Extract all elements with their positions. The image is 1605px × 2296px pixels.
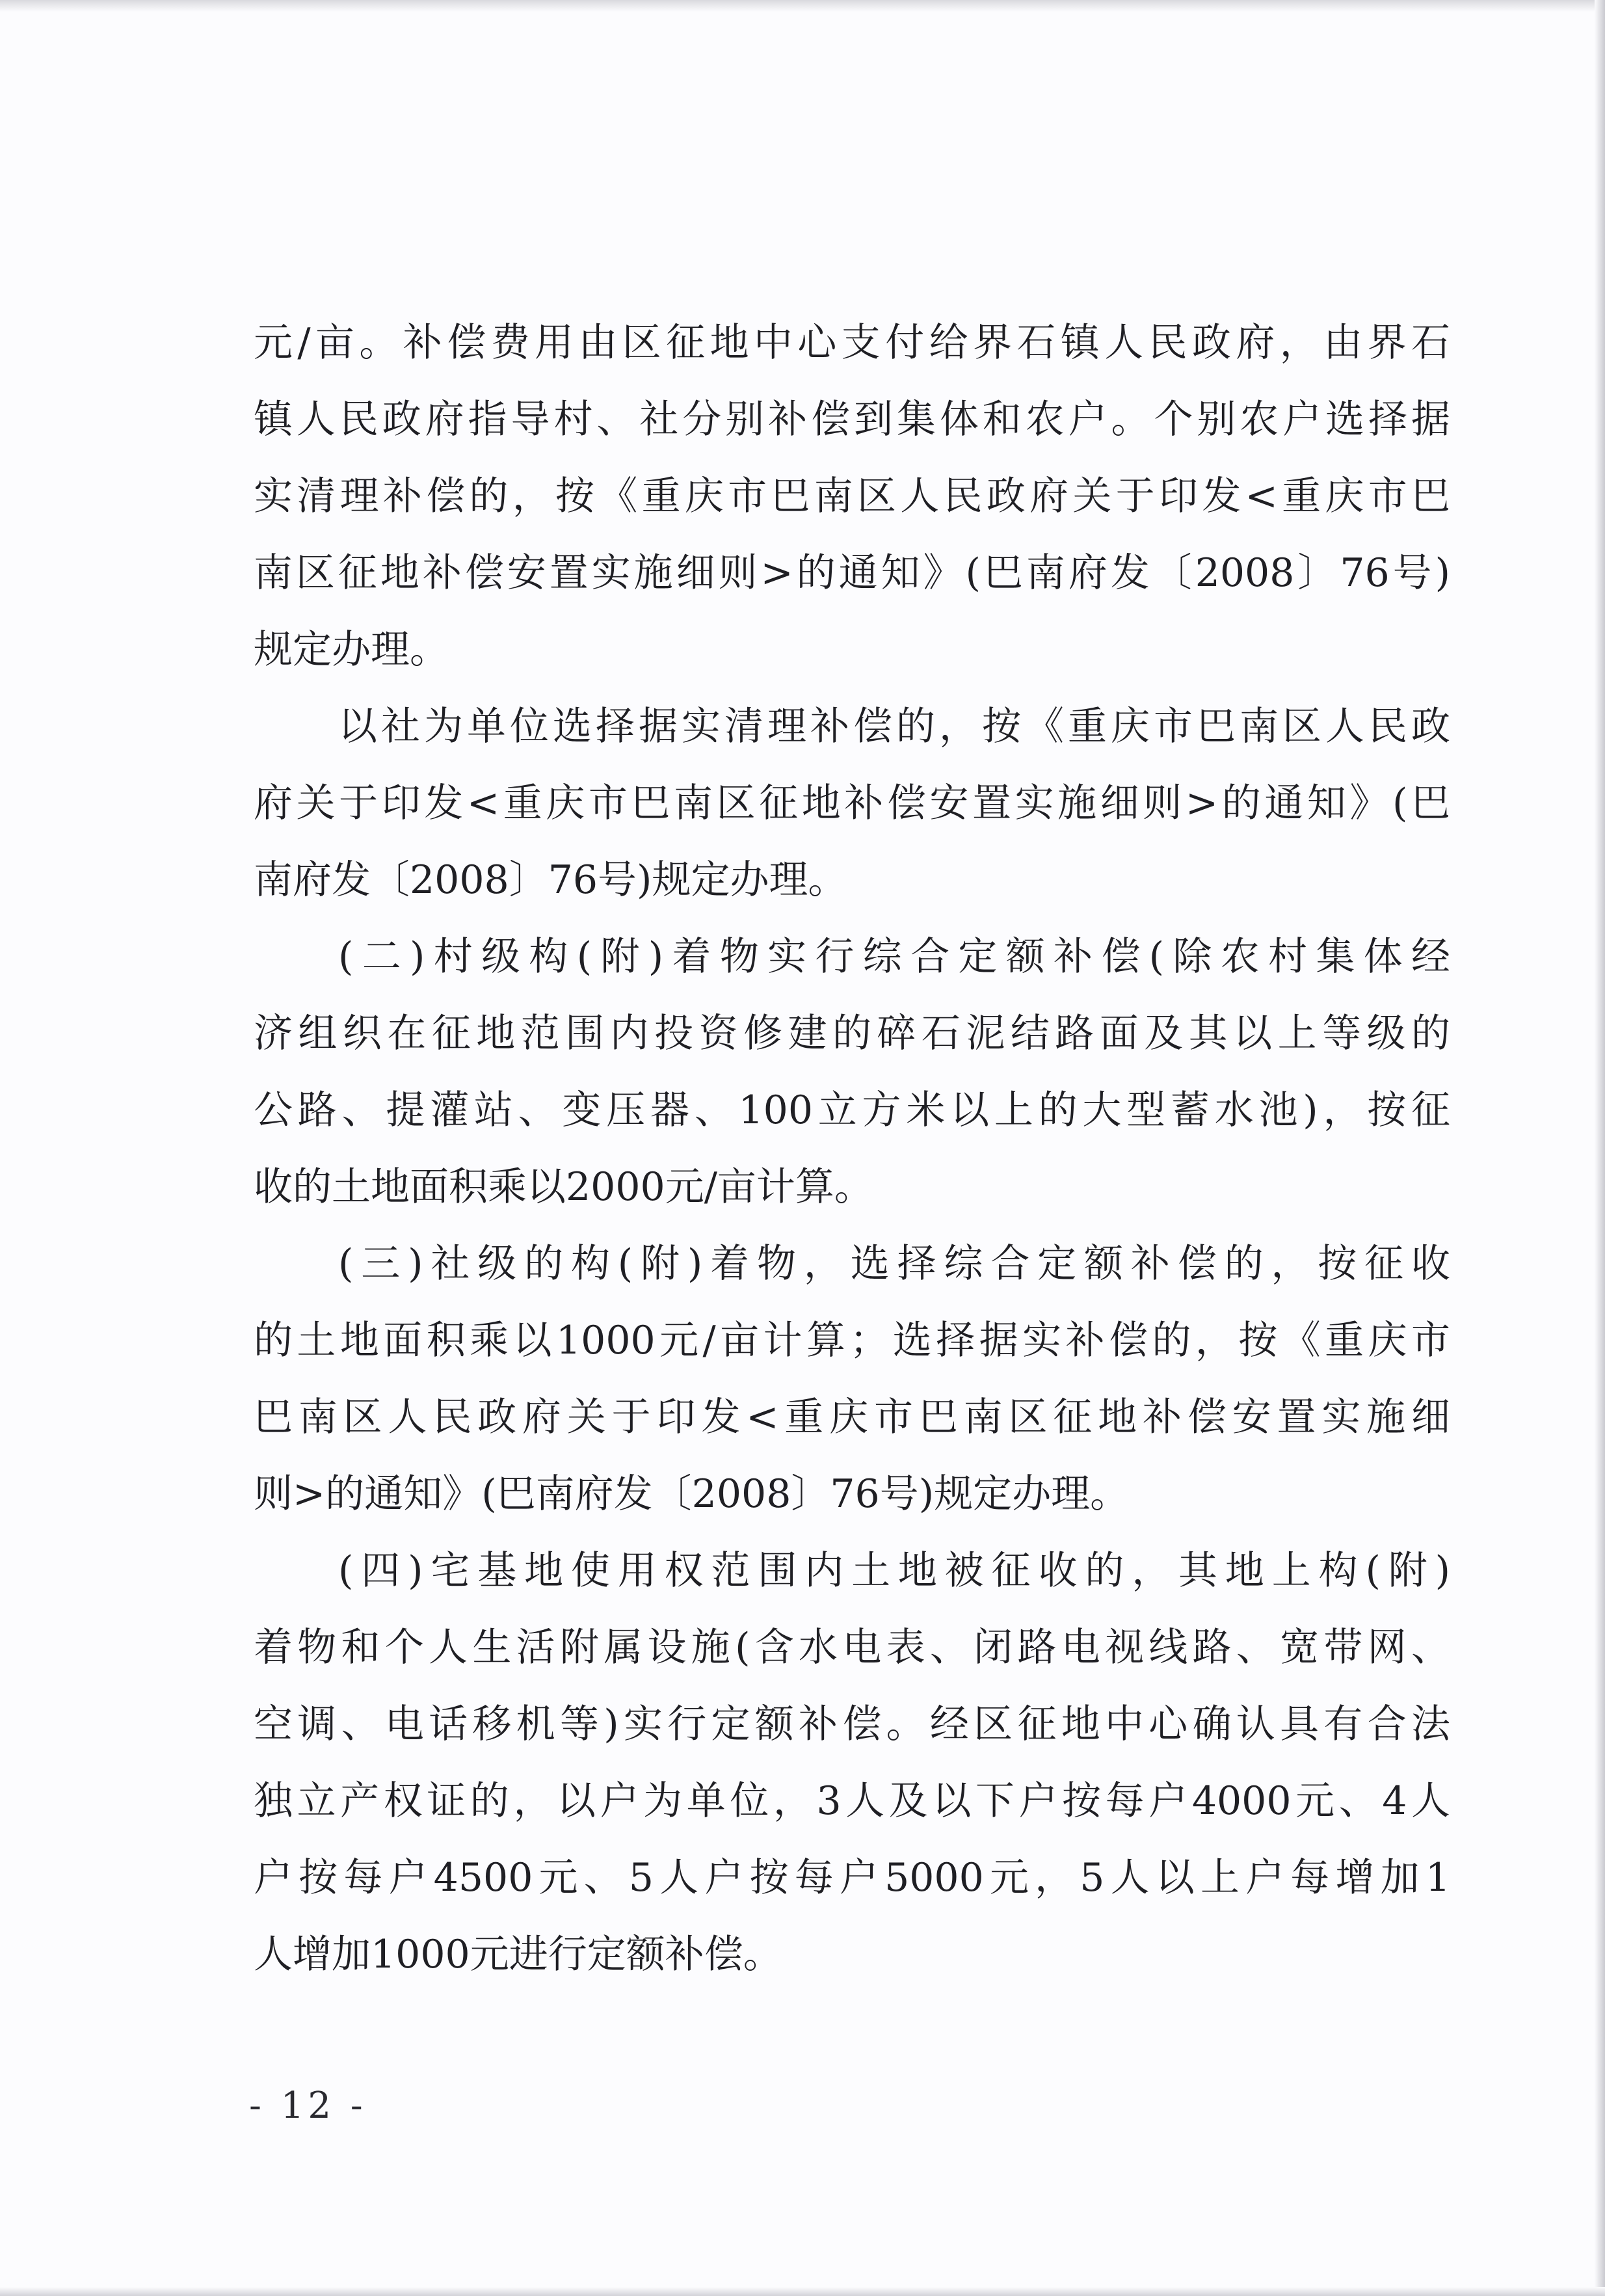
text-line: 的土地面积乘以1000元/亩计算；选择据实补偿的，按《重庆市 [254, 1318, 1450, 1363]
text-line: 南区征地补偿安置实施细则>的通知》(巴南府发〔2008〕76号) [254, 550, 1450, 596]
text-line: 收的土地面积乘以2000元/亩计算。 [254, 1164, 873, 1210]
text-line: 元/亩。补偿费用由区征地中心支付给界石镇人民政府，由界石 [254, 320, 1450, 366]
scan-edge-top [0, 0, 1605, 12]
text-line: 着物和个人生活附属设施(含水电表、闭路电视线路、宽带网、 [254, 1625, 1450, 1670]
text-line: (三)社级的构(附)着物，选择综合定额补偿的，按征收 [338, 1241, 1450, 1287]
text-line: (四)宅基地使用权范围内土地被征收的，其地上构(附) [338, 1548, 1450, 1594]
page-number: - 12 - [249, 2085, 367, 2127]
text-line: 独立产权证的，以户为单位，3人及以下户按每户4000元、4人 [254, 1778, 1450, 1824]
text-line: 空调、电话移机等)实行定额补偿。经区征地中心确认具有合法 [254, 1702, 1450, 1747]
text-line: 以社为单位选择据实清理补偿的，按《重庆市巴南区人民政 [338, 704, 1450, 749]
text-line: 南府发〔2008〕76号)规定办理。 [254, 857, 847, 903]
text-line: 规定办理。 [254, 627, 449, 673]
text-line: 巴南区人民政府关于印发<重庆市巴南区征地补偿安置实施细 [254, 1395, 1450, 1440]
text-line: 公路、提灌站、变压器、100立方米以上的大型蓄水池)，按征 [254, 1088, 1450, 1133]
text-line: 户按每户4500元、5人户按每户5000元，5人以上户每增加1 [254, 1855, 1450, 1901]
text-line: (二)村级构(附)着物实行综合定额补偿(除农村集体经 [338, 934, 1450, 980]
text-line: 镇人民政府指导村、社分别补偿到集体和农户。个别农户选择据 [254, 397, 1450, 442]
scan-edge-right [1595, 0, 1605, 2296]
text-line: 则>的通知》(巴南府发〔2008〕76号)规定办理。 [254, 1471, 1130, 1517]
scan-edge-bottom [0, 2287, 1605, 2296]
text-line: 济组织在征地范围内投资修建的碎石泥结路面及其以上等级的 [254, 1011, 1450, 1056]
document-body [254, 304, 1450, 1993]
text-line: 实清理补偿的，按《重庆市巴南区人民政府关于印发<重庆市巴 [254, 474, 1450, 519]
text-line: 人增加1000元进行定额补偿。 [254, 1932, 782, 1977]
text-line: 府关于印发<重庆市巴南区征地补偿安置实施细则>的通知》(巴 [254, 781, 1450, 826]
